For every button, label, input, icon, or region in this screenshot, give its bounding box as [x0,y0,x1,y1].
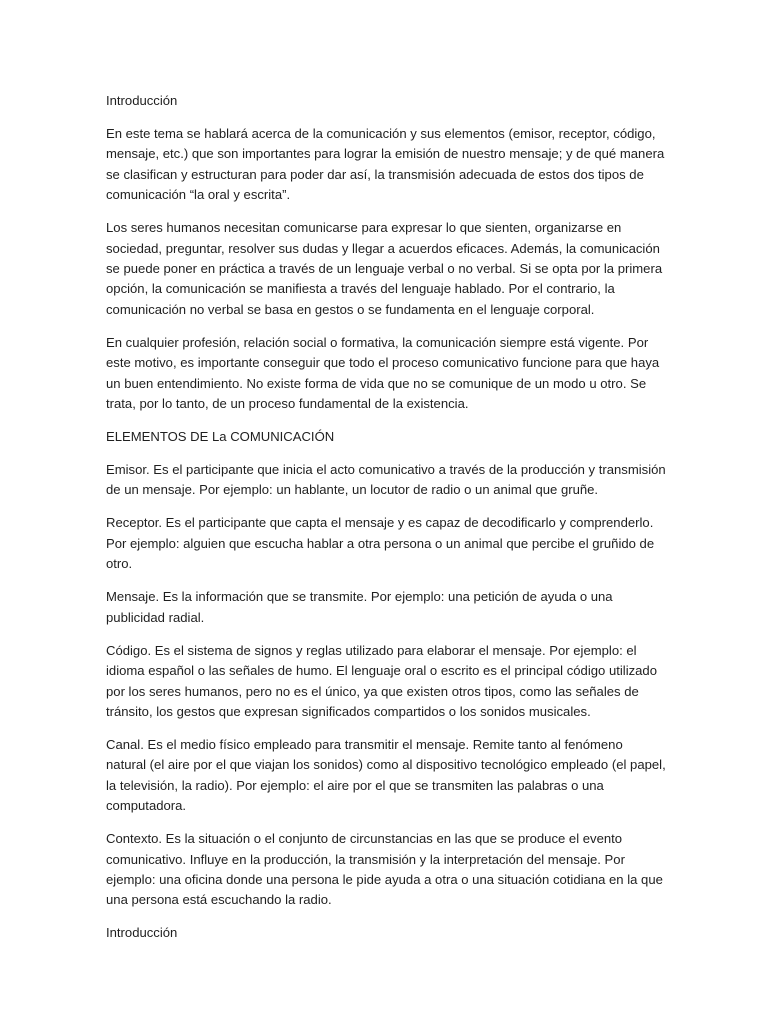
paragraph-canal: Canal. Es el medio físico empleado para transmitir el mensaje. Remite tanto al fenómeno natural (el aire por el que viajan los sonidos) como al dispositivo tecnológico empleado (el papel, la televisión, la radio). Por ejemplo: el aire por el que se transmiten las palabras o una computadora. [106,736,666,814]
document-body [106,91,666,956]
section-heading-elementos: ELEMENTOS DE La COMUNICACIÓN [106,429,335,445]
paragraph-emisor: Emisor. Es el participante que inicia el acto comunicativo a través de la producción y transmisión de un mensaje. Por ejemplo: un hablante, un locutor de radio o un animal que gruñe. [106,462,666,498]
paragraph-mensaje: Mensaje. Es la información que se transmite. Por ejemplo: una petición de ayuda o una publicidad radial. [106,589,613,625]
paragraph-seres-humanos: Los seres humanos necesitan comunicarse para expresar lo que sienten, organizarse en sociedad, preguntar, resolver sus dudas y llegar a acuerdos eficaces. Además, la comunicación se puede poner en práctica a través de un lenguaje verbal o no verbal. Si se opta por la primera opción, la comunicación se manifiesta a través del lenguaje hablado. Por el contrario, la comunicación no verbal se basa en gestos o se fundamenta en el lenguaje corporal. [106,220,663,317]
paragraph-contexto: Contexto. Es la situación o el conjunto de circunstancias en las que se produce el evento comunicativo. Influye en la producción, la transmisión y la interpretación del mensaje. Por ejemplo: una oficina donde una persona le pide ayuda a otra o una situación cotidiana en la que una persona está escuchando la radio. [106,831,663,908]
section-heading-introduccion-2: Introducción [106,925,178,941]
paragraph-codigo: Código. Es el sistema de signos y reglas utilizado para elaborar el mensaje. Por ejemplo: el idioma español o las señales de humo. El lenguaje oral o escrito es el principal código utilizado por los seres humanos, pero no es el único, ya que existen otros tipos, como las señales de tránsito, los gestos que expresan significados compartidos o los sonidos musicales. [106,642,657,719]
paragraph-receptor: Receptor. Es el participante que capta el mensaje y es capaz de decodificarlo y comprenderlo. Por ejemplo: alguien que escucha hablar a otra persona o un animal que percibe el gruñido de otro. [106,515,655,572]
section-heading-introduccion: Introducción [106,93,178,108]
paragraph-profesion: En cualquier profesión, relación social o formativa, la comunicación siempre está vigente. Por este motivo, es importante conseguir que todo el proceso comunicativo funcione para que haya un buen entendimiento. No existe forma de vida que no se comunique de un modo u otro. Se trata, por lo tanto, de un proceso fundamental de la existencia. [106,334,660,412]
paragraph-intro: En este tema se hablará acerca de la comunicación y sus elementos (emisor, receptor, código, mensaje, etc.) que son importantes para lograr la emisión de nuestro mensaje; y de qué manera se clasifican y estructuran para poder dar así, la transmisión adecuada de estos dos tipos de comunicación “la oral y escrita”. [106,126,665,203]
